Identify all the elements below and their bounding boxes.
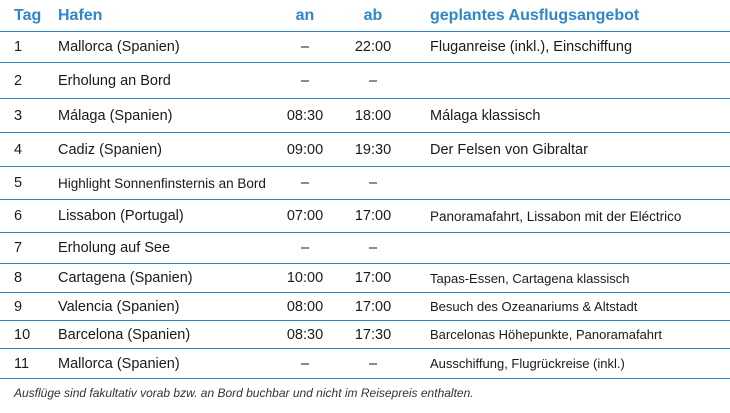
cell-an: – <box>300 355 310 372</box>
cell-ab: – <box>368 72 378 89</box>
cell-an: – <box>300 240 310 256</box>
cell-hafen: Mallorca (Spanien) <box>58 39 180 55</box>
cell-ausflug: Málaga klassisch <box>430 107 541 124</box>
cell-tag: 3 <box>14 107 23 124</box>
cell-ausflug: Besuch des Ozeanariums & Altstadt <box>430 299 638 314</box>
cell-hafen: Barcelona (Spanien) <box>58 326 191 343</box>
header-an: an <box>295 6 315 24</box>
footnote: Ausflüge sind fakultativ vorab bzw. an Bord buchbar und nicht im Reisepreis enthalten. <box>14 386 474 400</box>
cell-tag: 10 <box>14 326 31 343</box>
cell-ab: – <box>368 240 378 256</box>
cell-ab: – <box>368 175 378 191</box>
cell-ausflug: Ausschiffung, Flugrückreise (inkl.) <box>430 356 625 371</box>
cell-hafen: Cartagena (Spanien) <box>58 270 193 286</box>
cell-tag: 6 <box>14 208 23 224</box>
cell-tag: 4 <box>14 141 23 158</box>
cell-hafen: Lissabon (Portugal) <box>58 208 184 224</box>
cell-hafen: Erholung an Bord <box>58 72 171 89</box>
cell-tag: 5 <box>14 175 23 191</box>
cell-hafen: Erholung auf See <box>58 240 171 256</box>
cell-ausflug: Fluganreise (inkl.), Einschiffung <box>430 39 633 55</box>
table-row <box>0 32 730 63</box>
cell-ab: 19:30 <box>354 141 392 158</box>
table-row <box>0 99 730 133</box>
cell-ab: 22:00 <box>354 39 392 55</box>
table-row <box>0 167 730 200</box>
table-row <box>0 133 730 167</box>
cell-tag: 7 <box>14 240 23 256</box>
cell-hafen: Highlight Sonnenfinsternis an Bord <box>58 175 266 191</box>
cell-ausflug: Barcelonas Höhepunkte, Panoramafahrt <box>430 327 662 342</box>
cell-ab: 17:30 <box>354 326 392 343</box>
cell-hafen: Mallorca (Spanien) <box>58 355 180 372</box>
header-tag: Tag <box>14 6 42 24</box>
cell-ausflug: Der Felsen von Gibraltar <box>430 141 588 158</box>
cell-an: – <box>300 72 310 89</box>
cell-an: – <box>300 39 310 55</box>
table-row <box>0 349 730 379</box>
table-row <box>0 233 730 264</box>
cell-an: 09:00 <box>286 141 324 158</box>
table-row <box>0 63 730 99</box>
cell-an: 08:30 <box>286 107 324 124</box>
cell-tag: 9 <box>14 298 23 315</box>
header-ausflug: geplantes Ausflugsangebot <box>430 6 640 24</box>
cell-ab: 17:00 <box>354 270 392 286</box>
cell-an: – <box>300 175 310 191</box>
table-header <box>0 0 730 32</box>
cell-hafen: Málaga (Spanien) <box>58 107 173 124</box>
table-row <box>0 293 730 321</box>
table-row <box>0 200 730 233</box>
cell-an: 07:00 <box>286 208 324 224</box>
table-row <box>0 321 730 349</box>
cell-ausflug: Panoramafahrt, Lissabon mit der Eléctrico <box>430 208 682 224</box>
header-ab: ab <box>363 6 383 24</box>
cell-tag: 1 <box>14 39 23 55</box>
cell-tag: 8 <box>14 270 23 286</box>
cell-ab: 18:00 <box>354 107 392 124</box>
cell-an: 08:30 <box>286 326 324 343</box>
cell-ab: 17:00 <box>354 298 392 315</box>
cell-hafen: Cadiz (Spanien) <box>58 141 162 158</box>
cell-an: 10:00 <box>286 270 324 286</box>
cell-ausflug: Tapas-Essen, Cartagena klassisch <box>430 270 630 286</box>
cell-tag: 11 <box>14 355 30 372</box>
header-hafen: Hafen <box>58 6 103 24</box>
table-row <box>0 264 730 293</box>
cell-ab: 17:00 <box>354 208 392 224</box>
cell-ab: – <box>368 355 378 372</box>
cell-hafen: Valencia (Spanien) <box>58 298 180 315</box>
cell-tag: 2 <box>14 72 23 89</box>
cell-an: 08:00 <box>286 298 324 315</box>
